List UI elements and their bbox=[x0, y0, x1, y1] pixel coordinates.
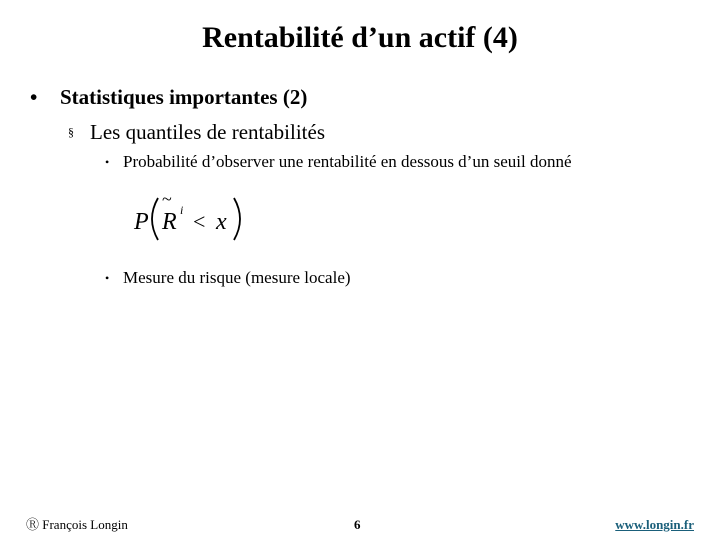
bullet-level2 bbox=[68, 117, 325, 147]
bullet-level2-text: Les quantiles de rentabilités bbox=[90, 120, 326, 144]
slide-title: Rentabilité d’un actif (4) bbox=[202, 21, 518, 54]
bullet-dot-icon: • bbox=[30, 85, 38, 109]
bullet-level3-text: Mesure du risque (mesure locale) bbox=[123, 268, 351, 287]
footer-website-link[interactable]: www.longin.fr bbox=[615, 517, 694, 532]
bullet-level3-probability bbox=[105, 150, 572, 174]
bullet-level1-text: Statistiques importantes (2) bbox=[60, 85, 308, 109]
footer-copyright: Ⓡ François Longin bbox=[26, 517, 128, 532]
bullet-level3-risk bbox=[105, 266, 351, 290]
bullet-level1 bbox=[30, 82, 307, 112]
formula-x: x bbox=[216, 209, 227, 235]
formula-right-paren bbox=[234, 198, 240, 240]
formula-r: R bbox=[162, 209, 177, 235]
formula-tilde: ~ bbox=[162, 192, 172, 209]
footer-page-number: 6 bbox=[354, 517, 361, 532]
bullet-dot-icon: • bbox=[105, 155, 110, 169]
quantile-formula bbox=[128, 192, 258, 246]
bullet-square-icon: § bbox=[68, 125, 74, 139]
formula-less-than: < bbox=[193, 209, 206, 234]
bullet-dot-icon: • bbox=[105, 271, 110, 285]
formula-superscript: i bbox=[180, 203, 184, 217]
formula-left-paren bbox=[152, 198, 158, 240]
bullet-level3-text: Probabilité d’observer une rentabilité en dessous d’un seuil donné bbox=[123, 152, 572, 171]
formula-p: P bbox=[134, 209, 149, 235]
